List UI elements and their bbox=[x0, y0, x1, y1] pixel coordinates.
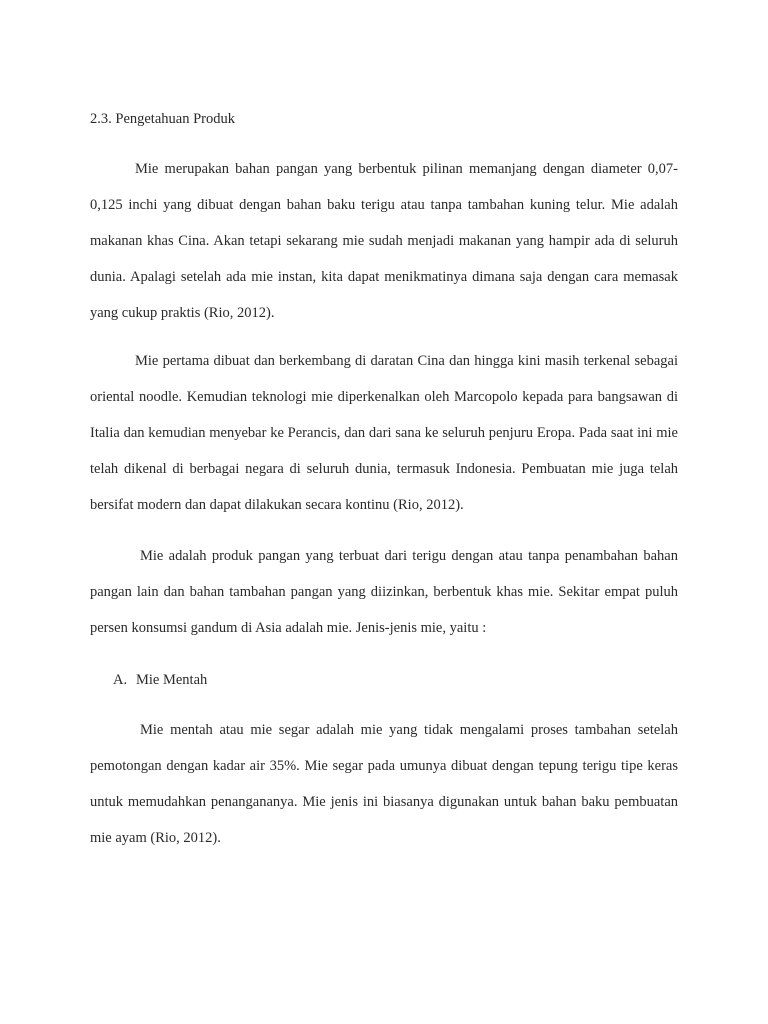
paragraph-mie-history: Mie pertama dibuat dan berkembang di daratan Cina dan hingga kini masih terkenal sebagai oriental noodle. Kemudian teknologi mie diperkenalkan oleh Marcopolo kepada para bangsawan di Italia dan kemudian menyebar ke Perancis, dan dari sana ke seluruh penjuru Eropa. Pada saat ini mie telah dikenal di berbagai negara di seluruh dunia, termasuk Indonesia. Pembuatan mie juga telah bersifat modern dan dapat dilakukan secara kontinu (Rio, 2012). bbox=[90, 353, 678, 513]
section-heading: 2.3. Pengetahuan Produk bbox=[90, 111, 235, 127]
subsection-title: Mie Mentah bbox=[136, 672, 208, 688]
paragraph-mie-mentah: Mie mentah atau mie segar adalah mie yang tidak mengalami proses tambahan setelah pemotongan dengan kadar air 35%. Mie segar pada umunya dibuat dengan tepung terigu tipe keras untuk memudahkan penangananya. Mie jenis ini biasanya digunakan untuk bahan baku pembuatan mie ayam (Rio, 2012). bbox=[90, 722, 678, 846]
subsection-heading bbox=[113, 670, 207, 690]
paragraph-mie-definition: Mie merupakan bahan pangan yang berbentuk pilinan memanjang dengan diameter 0,07-0,125 inchi yang dibuat dengan bahan baku terigu atau tanpa tambahan kuning telur. Mie adalah makanan khas Cina. Akan tetapi sekarang mie sudah menjadi makanan yang hampir ada di seluruh dunia. Apalagi setelah ada mie instan, kita dapat menikmatinya dimana saja dengan cara memasak yang cukup praktis (Rio, 2012). bbox=[90, 161, 678, 321]
paragraph-mie-product: Mie adalah produk pangan yang terbuat dari terigu dengan atau tanpa penambahan bahan pangan lain dan bahan tambahan pangan yang diizinkan, berbentuk khas mie. Sekitar empat puluh persen konsumsi gandum di Asia adalah mie. Jenis-jenis mie, yaitu : bbox=[90, 548, 678, 636]
subsection-marker: A. bbox=[113, 672, 128, 688]
